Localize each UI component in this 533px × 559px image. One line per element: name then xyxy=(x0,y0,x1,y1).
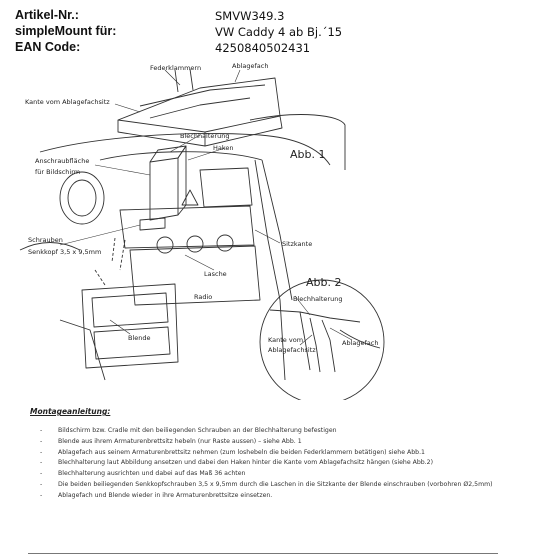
instructions-title: Montageanleitung: xyxy=(30,407,111,416)
label-abb2: Abb. 2 xyxy=(306,276,342,289)
instruction-step: - Blende aus ihrem Armaturenbrettsitz hebeln (nur Raste aussen) – siehe Abb. 1 xyxy=(40,437,510,446)
bottom-divider xyxy=(28,553,498,554)
bezel-drawing xyxy=(82,284,178,368)
instruction-steps xyxy=(40,426,510,502)
instruction-step: - Bildschirm bzw. Cradle mit den beiliegenden Schrauben an der Blechhalterung befestigen xyxy=(40,426,510,435)
label-detail-kante-1: Kante vom xyxy=(268,336,304,344)
simplemount-label: simpleMount für: xyxy=(15,24,117,38)
instruction-step: - Ablagefach aus seinem Armaturenbrettsitz nehmen (zum loshebeln die beiden Federklammern betätigen) siehe Abb.1 xyxy=(40,448,510,457)
label-kante-ablagefachsitz: Kante vom Ablagefachsitz xyxy=(25,98,110,106)
label-radio: Radio xyxy=(194,293,213,301)
label-federklammern: Federklammern xyxy=(150,64,202,72)
simplemount-value: VW Caddy 4 ab Bj.´15 xyxy=(215,25,343,39)
label-abb1: Abb. 1 xyxy=(290,148,326,161)
instruction-step: - Die beiden beiliegenden Senkkopfschrauben 3,5 x 9,5mm durch die Laschen in die Sitzkante der Blende einschrauben (vorbohren Ø2,5mm) xyxy=(40,480,510,489)
leader-lines xyxy=(60,70,280,334)
ean-code-value: 4250840502431 xyxy=(215,41,311,55)
article-number-value: SMVW349.3 xyxy=(215,9,285,23)
article-number-label: Artikel-Nr.: xyxy=(15,8,79,22)
label-detail-kante-2: Ablagefachsitz xyxy=(268,346,316,354)
label-ablagefach-top: Ablagefach xyxy=(232,62,269,70)
label-lasche: Lasche xyxy=(204,270,227,278)
label-haken: Haken xyxy=(213,144,234,152)
label-detail-blechhalterung: Blechhalterung xyxy=(293,295,343,303)
label-anschraubflaeche-1: Anschraubfläche xyxy=(35,157,90,165)
direction-arrows xyxy=(95,238,125,285)
bracket-drawing xyxy=(140,146,186,230)
label-blende: Blende xyxy=(128,334,151,342)
label-detail-ablagefach: Ablagefach xyxy=(342,339,379,347)
label-schrauben-1: Schrauben xyxy=(28,236,63,244)
instruction-step: - Blechhalterung ausrichten und dabei auf das Maß 36 achten xyxy=(40,469,510,478)
ean-code-label: EAN Code: xyxy=(15,40,81,54)
instruction-step: - Blechhalterung laut Abbildung ansetzen und dabei den Haken hinter die Kante vom Ablagefachsitz hängen (siehe Abb.2) xyxy=(40,458,510,467)
instruction-step: - Ablagefach und Blende wieder in ihre Armaturenbrettsitze einsetzen. xyxy=(40,491,510,500)
label-sitzkante: Sitzkante xyxy=(282,240,313,248)
label-anschraubflaeche-2: für Bildschirm xyxy=(35,168,81,176)
label-schrauben-2: Senkkopf 3,5 x 9,5mm xyxy=(28,248,102,256)
label-blechhalterung: Blechhalterung xyxy=(180,132,230,140)
